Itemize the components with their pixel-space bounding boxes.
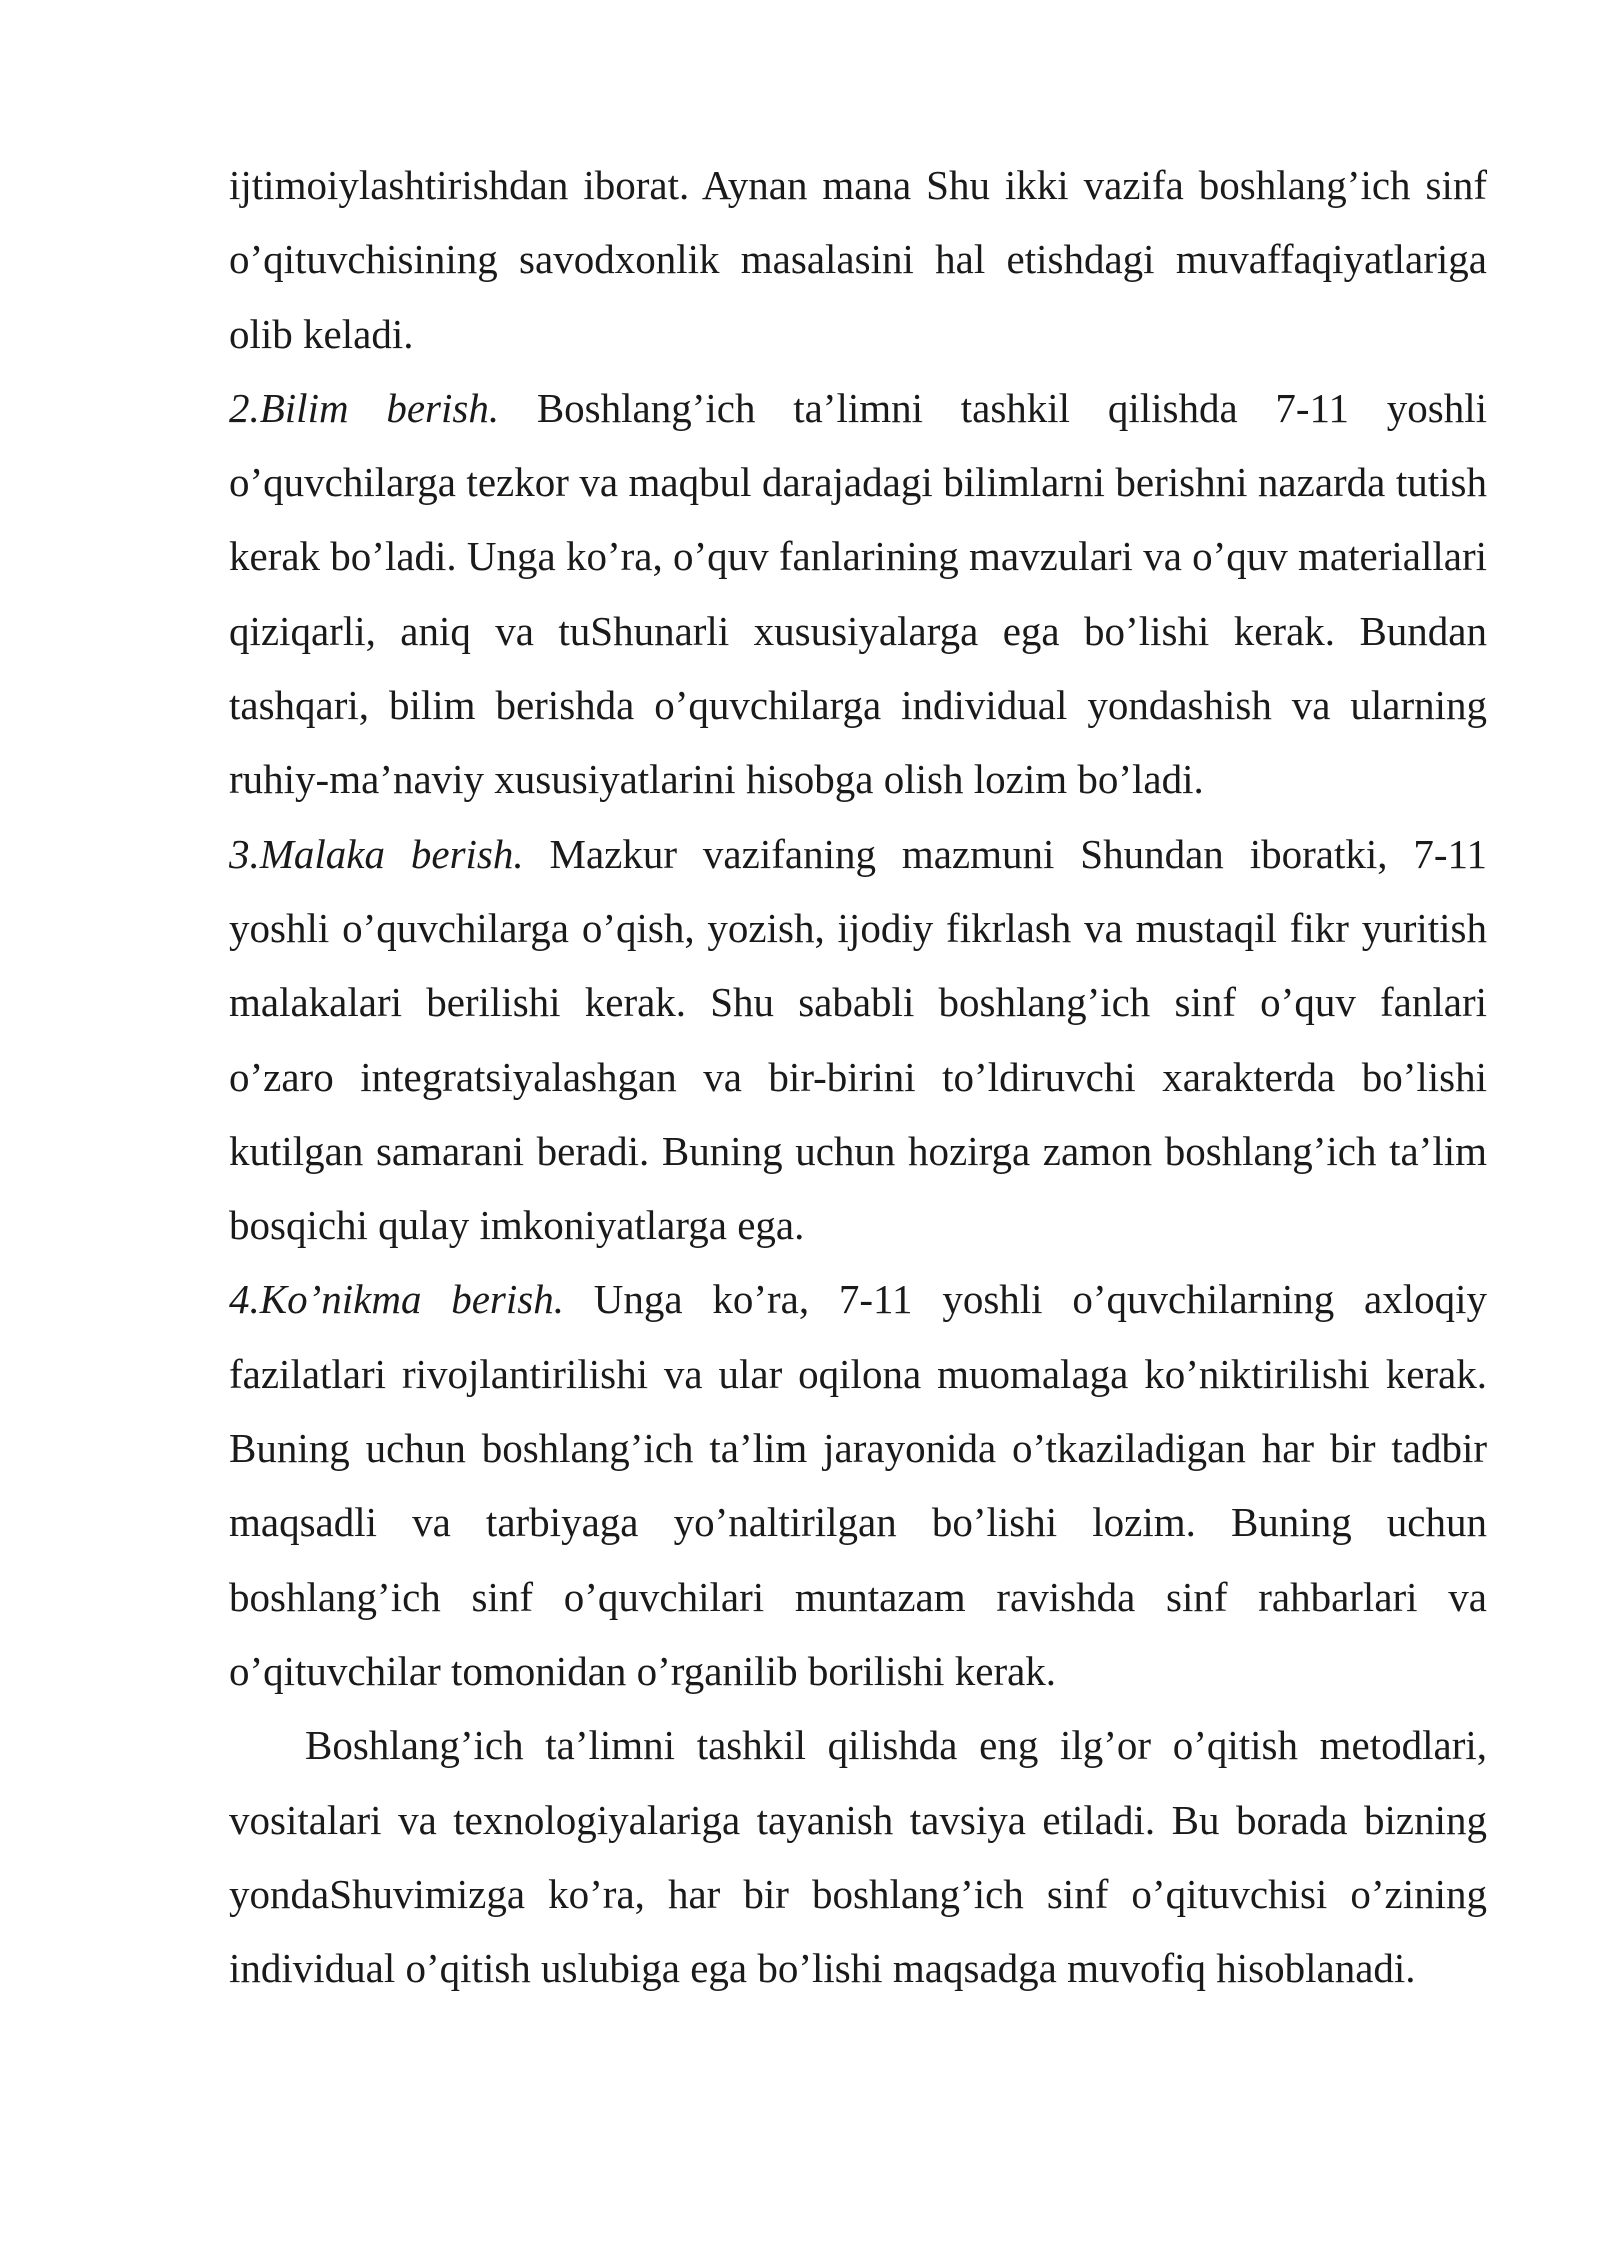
list-item-number: 4. [229, 1276, 260, 1323]
list-item-term: Ko’nikma berish. [259, 1276, 564, 1323]
list-item-text: Unga ko’ra, 7-11 yoshli o’quvchilarning axloqiy fazilatlari rivojlantirilishi va ular oqilona muomalaga ko’niktirilishi kerak. Buning uchun boshlang’ich ta’lim jarayonida o’tkaziladigan har bir tadbir maqsadli va tarbiyaga yo’naltirilgan bo’lishi lozim. Buning uchun boshlang’ich sinf o’quvchilari muntazam ravishda sinf rahbarlari va o’qituvchilar tomonidan o’rganilib borilishi kerak. [229, 1276, 1487, 1694]
list-item-malaka-berish [229, 817, 1487, 1263]
paragraph-conclusion [229, 1708, 1487, 2005]
list-item-bilim-berish [229, 371, 1487, 817]
document-page [229, 148, 1487, 2005]
paragraph-intro [229, 148, 1487, 371]
paragraph-text: Boshlang’ich ta’limni tashkil qilishda eng ilg’or o’qitish metodlari, vositalari va texnologiyalariga tayanish tavsiya etiladi. Bu borada bizning yondaShuvimizga ko’ra, har bir boshlang’ich sinf o’qituvchisi o’zining individual o’qitish uslubiga ega bo’lishi maqsadga muvofiq hisoblanadi. [229, 1722, 1487, 1992]
paragraph-text: ijtimoiylashtirishdan iborat. Aynan mana Shu ikki vazifa boshlang’ich sinf o’qituvchisining savodxonlik masalasini hal etishdagi muvaffaqiyatlariga olib keladi. [229, 162, 1487, 357]
list-item-number: 2. [229, 384, 260, 431]
list-item-term: Bilim berish. [259, 384, 500, 431]
list-item-konikma-berish [229, 1262, 1487, 1708]
list-item-text: Boshlang’ich ta’limni tashkil qilishda 7-11 yoshli o’quvchilarga tezkor va maqbul darajadagi bilimlarni berishni nazarda tutish kerak bo’ladi. Unga ko’ra, o’quv fanlarining mavzulari va o’quv materiallari qiziqarli, aniq va tuShunarli xususiyalarga ega bo’lishi kerak. Bundan tashqari, bilim berishda o’quvchilarga individual yondashish va ularning ruhiy-ma’naviy xususiyatlarini hisobga olish lozim bo’ladi. [229, 384, 1488, 803]
list-item-number: 3. [229, 830, 260, 877]
list-item-text: Mazkur vazifaning mazmuni Shundan iboratki, 7-11 yoshli o’quvchilarga o’qish, yozish, ijodiy fikrlash va mustaqil fikr yuritish malakalari berilishi kerak. Shu sababli boshlang’ich sinf o’quv fanlari o’zaro integratsiyalashgan va bir-birini to’ldiruvchi xarakterda bo’lishi kutilgan samarani beradi. Buning uchun hozirga zamon boshlang’ich ta’lim bosqichi qulay imkoniyatlarga ega. [229, 830, 1487, 1249]
list-item-term: Malaka berish. [259, 830, 524, 877]
